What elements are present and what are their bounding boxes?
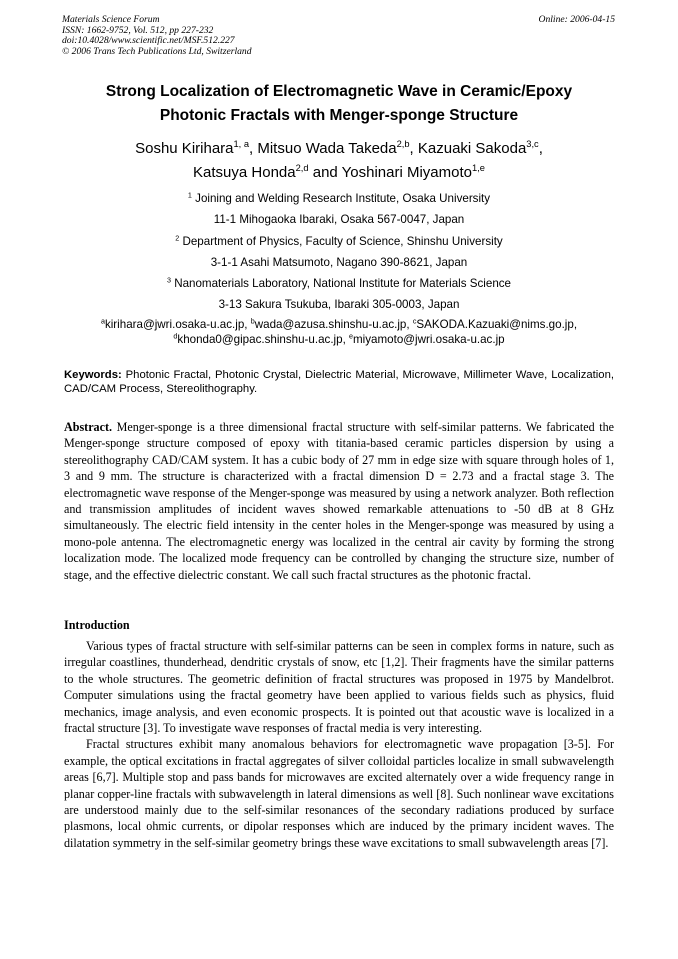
affiliation-address-3: 3-13 Sakura Tsukuba, Ibaraki 305-0003, Japan [218, 298, 460, 312]
author-sup: 1, a [233, 139, 250, 150]
keywords-text: Photonic Fractal, Photonic Crystal, Dielectric Material, Microwave, Millimeter Wave, Localization, CAD/CAM Process, Stereolithography. [64, 369, 614, 395]
keywords [64, 369, 614, 396]
online-date: Online: 2006-04-15 [538, 14, 615, 25]
affiliation-address-1: 11-1 Mihogaoka Ibaraki, Osaka 567-0047, Japan [213, 213, 465, 227]
author-sup: 2,d [295, 163, 309, 174]
email-list [40, 318, 638, 347]
email-address: miyamoto@jwri.osaka-u.ac.jp [353, 332, 505, 346]
email-sup: e [349, 331, 354, 341]
abstract-label: Abstract. [64, 420, 113, 434]
author-sep: , [409, 140, 418, 157]
author-sup: 2,b [396, 139, 410, 150]
affiliation-name: Department of Physics, Faculty of Science, Shinshu University [182, 234, 503, 248]
affiliation-address-2: 3-1-1 Asahi Matsumoto, Nagano 390-8621, Japan [210, 255, 468, 269]
email-address: wada@azusa.shinshu-u.ac.jp [254, 318, 407, 331]
affiliations [40, 188, 638, 316]
author-name: Soshu Kirihara [135, 140, 234, 157]
author-sup: 1,e [472, 163, 485, 174]
author-line-1 [40, 137, 638, 161]
author-name: Yoshinari Miyamoto [341, 164, 472, 181]
title-line-1: Strong Localization of Electromagnetic Wave in Ceramic/Epoxy [105, 83, 573, 100]
email-sep: , [406, 318, 413, 331]
email-sup: c [412, 316, 417, 326]
email-sep: , [573, 318, 578, 331]
author-sup: 3,c [526, 139, 539, 150]
paper-title [40, 80, 638, 128]
affiliation-name: Nanomaterials Laboratory, National Institute for Materials Science [174, 277, 512, 291]
affiliation-sup: 3 [166, 275, 171, 285]
author-list [40, 137, 638, 185]
issn: ISSN: 1662-9752, Vol. 512, pp 227-232 [62, 24, 214, 36]
author-sep: , [249, 140, 258, 157]
author-sep: , [538, 140, 543, 157]
email-address: khonda0@gipac.shinshu-u.ac.jp [177, 332, 343, 346]
doi: doi:10.4028/www.scientific.net/MSF.512.227 [62, 35, 235, 47]
author-name: Kazuaki Sakoda [417, 140, 527, 157]
email-address: SAKODA.Kazuaki@nims.go.jp [416, 318, 574, 331]
journal-info [62, 15, 252, 57]
affiliation-2 [40, 231, 638, 252]
abstract [64, 419, 614, 583]
section-heading-introduction: Introduction [64, 618, 130, 632]
affiliation-sup: 1 [187, 190, 192, 200]
affiliation-1 [40, 188, 638, 209]
keywords-label: Keywords: [64, 369, 122, 381]
affiliation-3 [40, 273, 638, 294]
email-sup: d [173, 331, 178, 341]
paragraph: Various types of fractal structure with self-similar patterns can be seen in complex forms in nature, such as irregular coastlines, thunderhead, dendritic crystals of snow, etc [1,2]. Their fragments have the similar patterns to the whole structures. The geometric definition of fractal structures was proposed in 1975 by Mandelbrot. Computer simulations using the fractal geometry have been applied to various fields such as physics, fluid mechanics, image analysis, and even economic prospects. It is pointed out that acoustic wave is localized in a fractal structure [3]. To investigate wave responses of fractal media is very interesting. [64, 639, 614, 736]
email-sep: , [342, 332, 350, 346]
author-sep: and [308, 164, 342, 181]
email-sep: , [244, 318, 251, 331]
copyright: © 2006 Trans Tech Publications Ltd, Switzerland [62, 45, 252, 57]
affiliation-sup: 2 [175, 233, 180, 243]
author-name: Mitsuo Wada Takeda [257, 140, 397, 157]
title-line-2: Photonic Fractals with Menger-sponge Structure [159, 107, 519, 124]
affiliation-name: Joining and Welding Research Institute, Osaka University [195, 192, 491, 205]
author-name: Katsuya Honda [193, 164, 296, 181]
journal-name: Materials Science Forum [62, 14, 160, 25]
introduction-body [64, 638, 614, 851]
email-line-2 [40, 333, 638, 348]
paragraph: Fractal structures exhibit many anomalous behaviors for electromagnetic wave propagation [3-5]. For example, the optical excitations in fractal aggregates of silver colloidal particles localize in small subwavelength areas [6,7]. Multiple stop and pass bands for microwaves are excited alternately over a wide frequency range in planar copper-line fractals with subwavelength in lateral dimensions as well [8]. Such nonlinear wave excitations are understood mainly due to the self-similar resonances of the secondary radiations produced by surface plasmons, local ohmic currents, or dipolar responses which are induced by the primary incident waves. The dilatation symmetry in the self-similar geometry brings these wave excitations to small subwavelength areas [7]. [64, 737, 614, 850]
email-line-1 [40, 318, 638, 333]
author-line-2 [40, 161, 638, 185]
email-address: kirihara@jwri.osaka-u.ac.jp [104, 318, 245, 331]
email-sup: a [100, 316, 105, 326]
abstract-text: Menger-sponge is a three dimensional fractal structure with self-similar patterns. We fabricated the Menger-sponge structure composed of epoxy with titania-based ceramic particles dispersion by using a stereolithography CAD/CAM system. It has a cubic body of 27 mm in edge size with square through holes of 1, 3 and 9 mm. The structure is characterized with a fractal dimension D = 2.73 and a fractal stage 3. The electromagnetic wave response of the Menger-sponge was measured by using a network analyzer. Both reflection and transmission amplitudes of incident waves showed remarkable attenuations to -50 dB at 8 GHz simultaneously. The electric field intensity in the center holes in the Menger-sponge was measured by using a mono-pole antenna. The electromagnetic energy was localized in the central air cavity by forming the strong localization mode. The localized mode frequency can be controlled by changing the structure size, number of stage, and the effective dielectric constant. We call such fractal structures as the photonic fractal. [64, 420, 614, 582]
email-sup: b [250, 316, 255, 326]
